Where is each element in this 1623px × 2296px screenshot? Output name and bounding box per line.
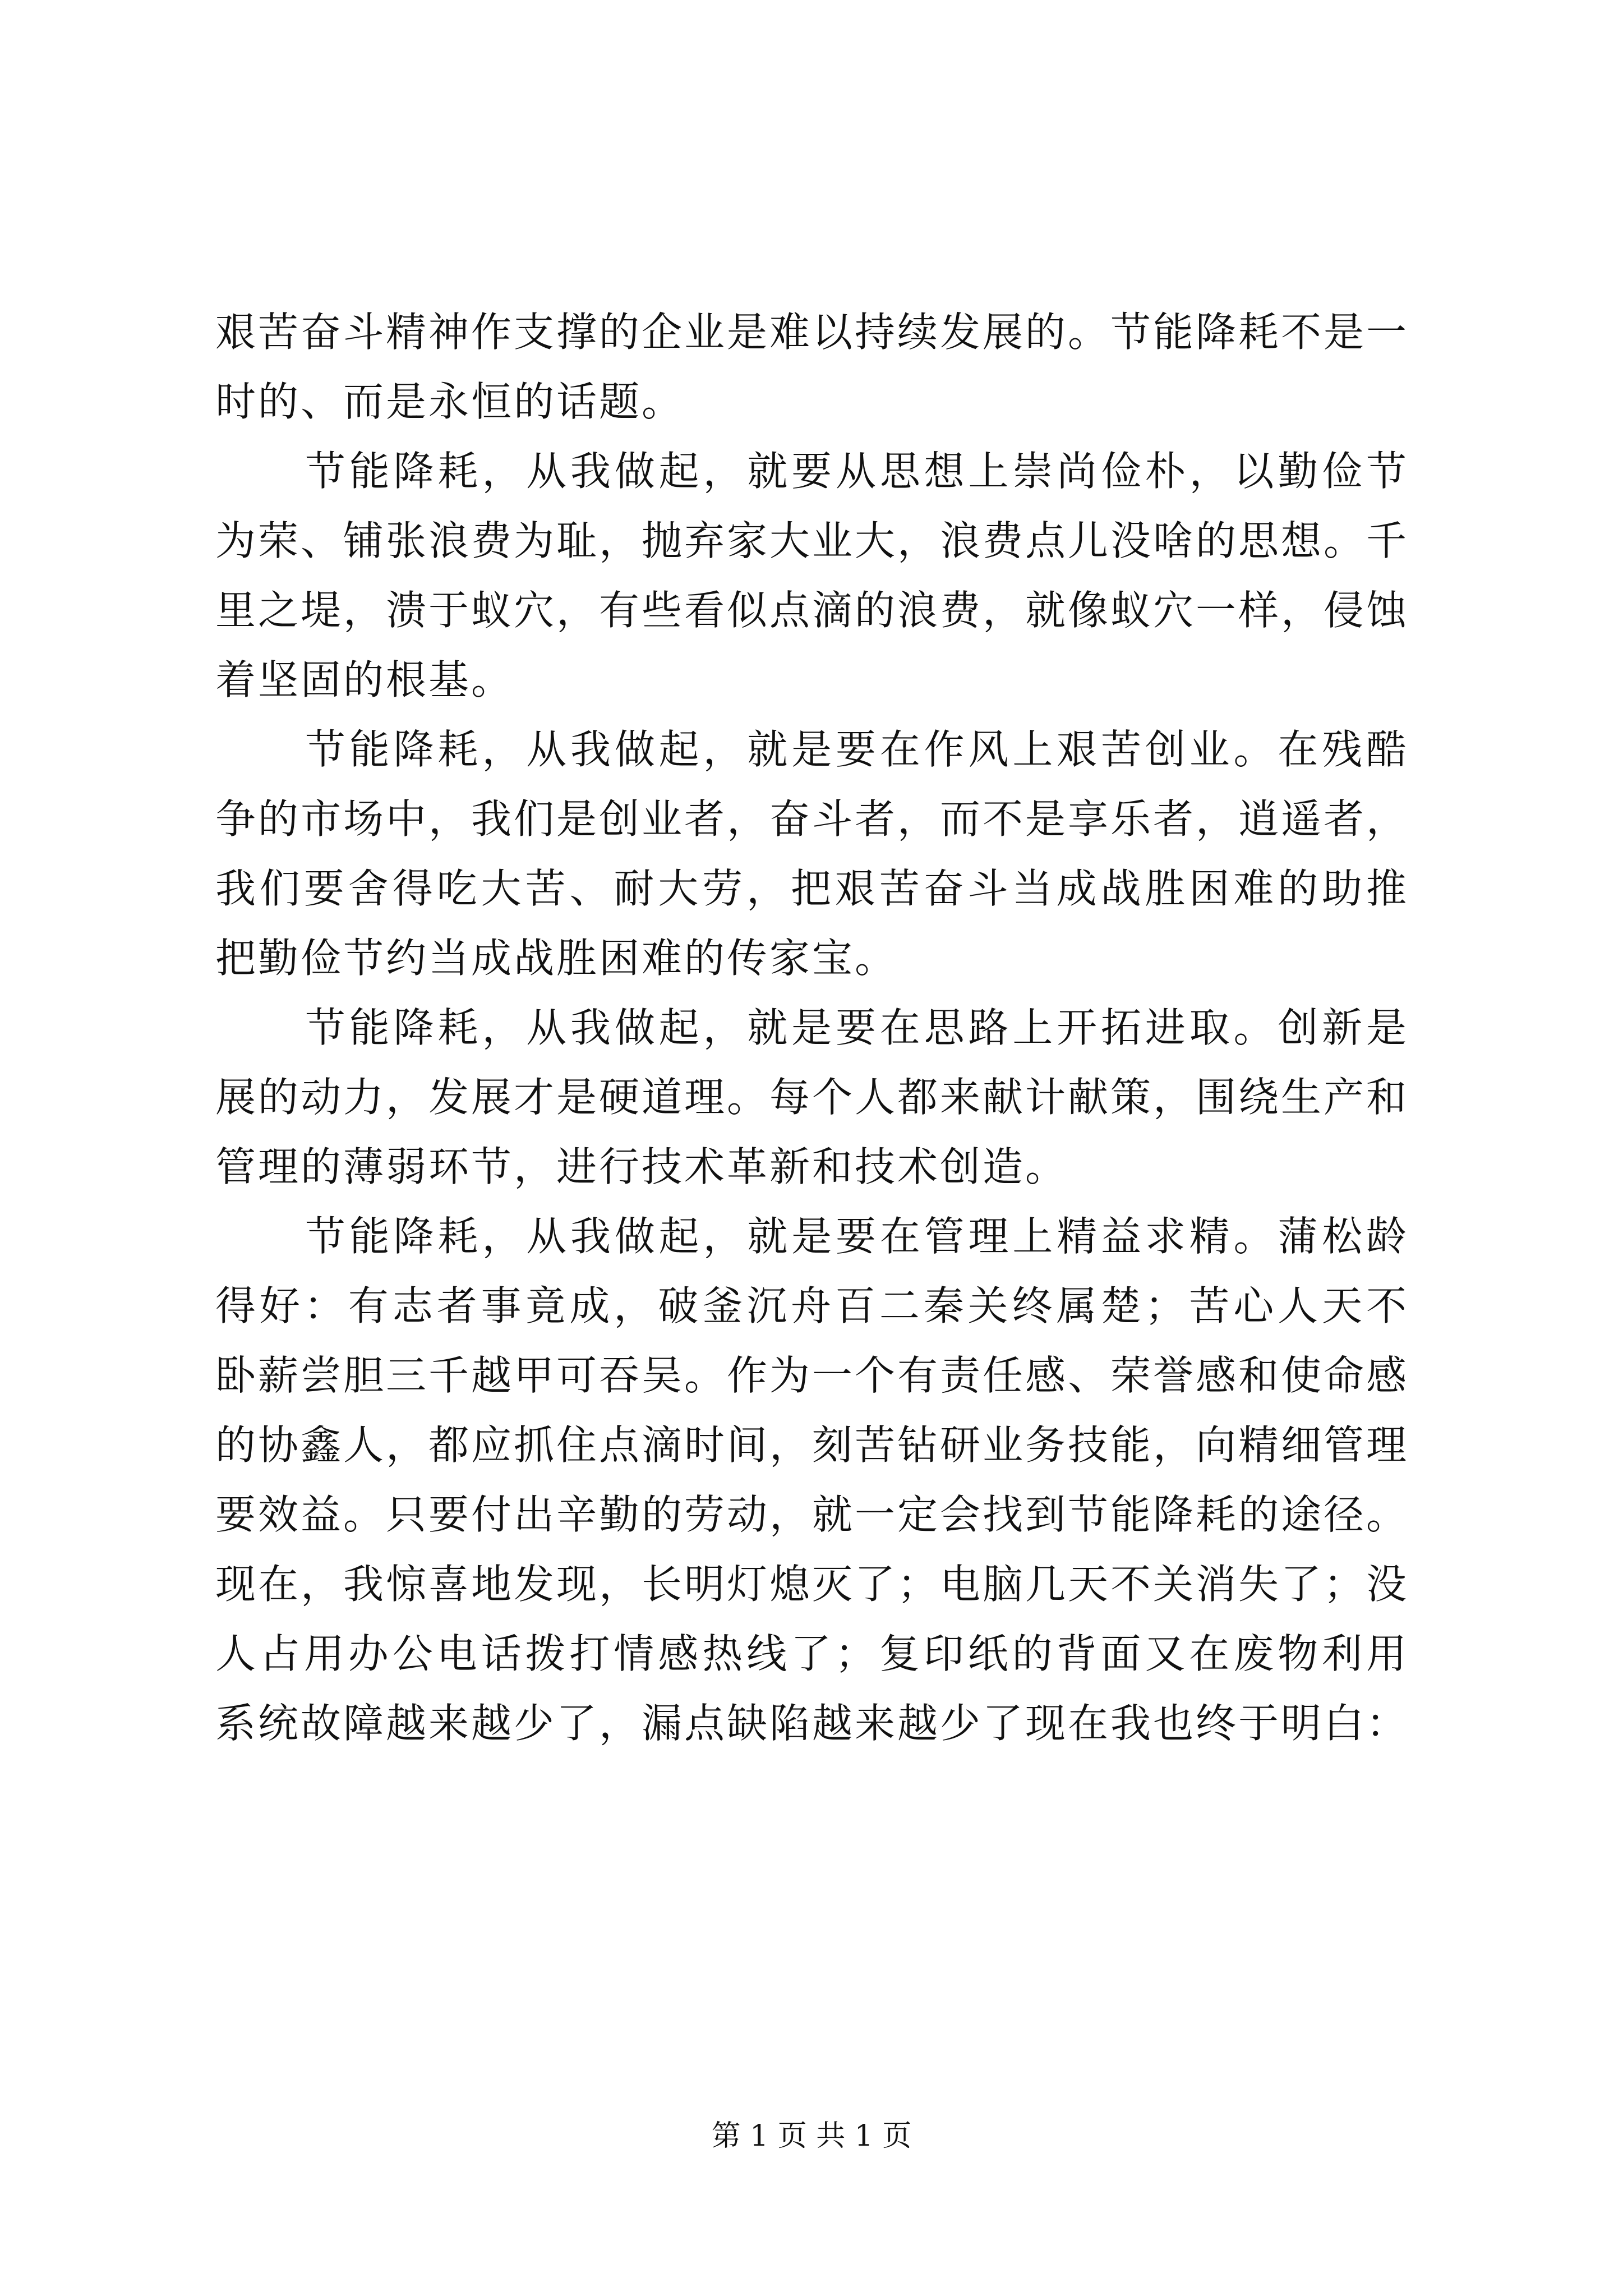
text-line: 把勤俭节约当成战胜困难的传家宝。 bbox=[215, 935, 898, 982]
text-line: 管理的薄弱环节，进行技术革新和技术创造。 bbox=[215, 1143, 1068, 1190]
paragraph-first-line: 节能降耗，从我做起，就是要在作风上艰苦创业。在残酷 bbox=[305, 726, 1409, 773]
text-line: 里之堤，溃于蚁穴，有些看似点滴的浪费，就像蚁穴一样，侵蚀 bbox=[215, 587, 1409, 634]
text-line: 为荣、铺张浪费为耻，抛弃家大业大，浪费点儿没啥的思想。千 bbox=[215, 517, 1409, 564]
text-line: 人占用办公电话拨打情感热线了；复印纸的背面又在废物利用 bbox=[215, 1630, 1409, 1677]
paragraph-first-line: 节能降耗，从我做起，就是要在思路上开拓进取。创新是 bbox=[305, 1004, 1409, 1051]
text-line: 得好：有志者事竟成，破釜沉舟百二秦关终属楚；苦心人天不 bbox=[215, 1282, 1409, 1329]
text-line: 要效益。只要付出辛勤的劳动，就一定会找到节能降耗的途径。 bbox=[215, 1491, 1409, 1538]
text-line: 艰苦奋斗精神作支撑的企业是难以持续发展的。节能降耗不是一 bbox=[215, 309, 1409, 356]
text-line: 我们要舍得吃大苦、耐大劳，把艰苦奋斗当成战胜困难的助推 bbox=[215, 865, 1409, 912]
paragraph-first-line: 节能降耗，从我做起，就要从思想上崇尚俭朴，以勤俭节 bbox=[305, 448, 1409, 495]
text-line: 着坚固的根基。 bbox=[215, 656, 514, 703]
document-body bbox=[215, 297, 1409, 1758]
text-line: 时的、而是永恒的话题。 bbox=[215, 378, 685, 425]
text-line: 现在，我惊喜地发现，长明灯熄灭了；电脑几天不关消失了；没 bbox=[215, 1561, 1409, 1608]
text-line: 卧薪尝胆三千越甲可吞吴。作为一个有责任感、荣誉感和使命感 bbox=[215, 1352, 1409, 1399]
text-line: 争的市场中，我们是创业者，奋斗者，而不是享乐者，逍遥者， bbox=[215, 795, 1409, 843]
text-line: 展的动力，发展才是硬道理。每个人都来献计献策，围绕生产和 bbox=[215, 1074, 1409, 1121]
page-number-footer: 第 1 页 共 1 页 bbox=[711, 2119, 912, 2153]
paragraph-first-line: 节能降耗，从我做起，就是要在管理上精益求精。蒲松龄 bbox=[305, 1213, 1409, 1260]
text-line: 系统故障越来越少了，漏点缺陷越来越少了现在我也终于明白： bbox=[215, 1700, 1409, 1747]
text-line: 的协鑫人，都应抓住点滴时间，刻苦钻研业务技能，向精细管理 bbox=[215, 1421, 1409, 1469]
